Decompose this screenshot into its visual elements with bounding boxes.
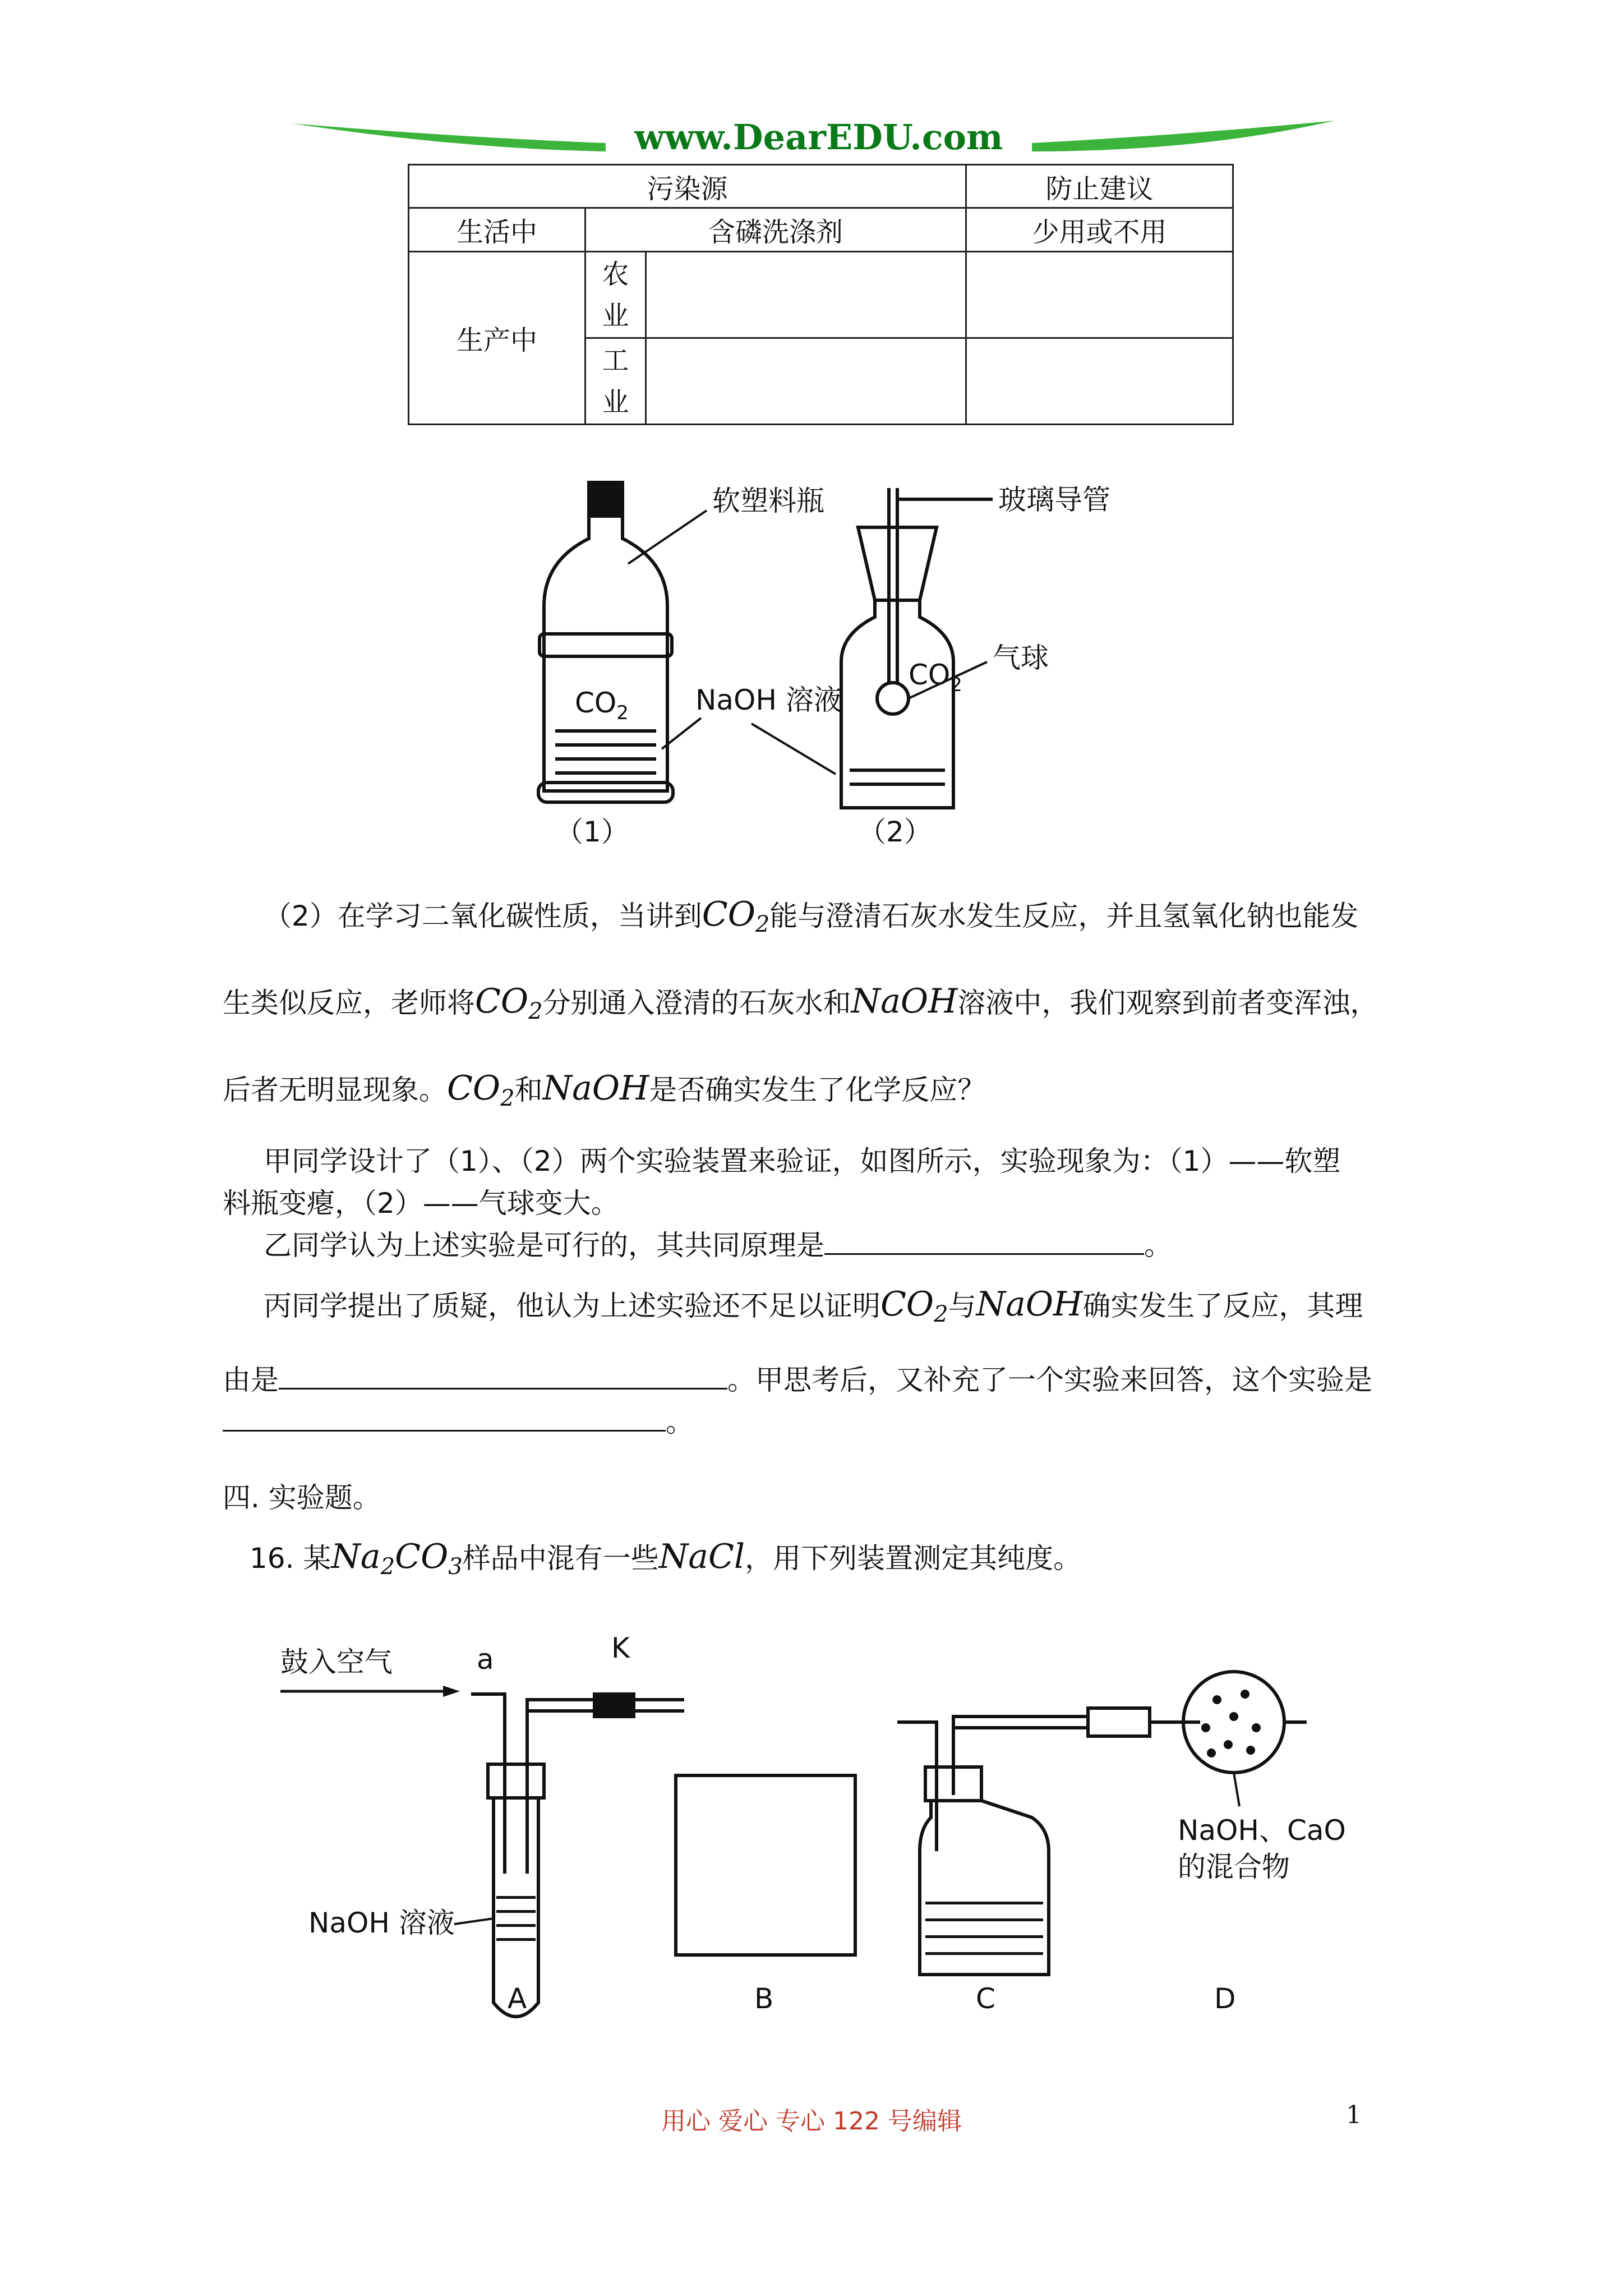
- cell-agriculture: 农 业: [585, 252, 646, 338]
- naoh-pointer-a: [454, 1918, 494, 1924]
- glass-tube-label: 玻璃导管: [998, 484, 1110, 516]
- flask-with-balloon: [841, 488, 993, 808]
- mixture-d: [1201, 1690, 1261, 1757]
- liquid-c: [925, 1902, 1043, 1955]
- caption-fig-2: （2）: [858, 816, 932, 848]
- cell-industry-source: [646, 338, 966, 425]
- cell-industry-advice: [966, 338, 1233, 425]
- row-life-source: 含磷洗涤剂: [585, 208, 966, 252]
- cell-agriculture-source: [646, 252, 966, 338]
- header-banner: [292, 112, 1335, 163]
- answer-blank-principle[interactable]: [824, 1225, 1144, 1255]
- caption-b: B: [754, 1982, 774, 2015]
- para-line-3: 后者无明显现象。$CO_2$和NaOH是否确实发生了化学反应？: [223, 1069, 986, 1111]
- label-a: a: [477, 1643, 494, 1676]
- apparatus-a-tube: [471, 1694, 684, 2017]
- para-line-1: （2）在学习二氧化碳性质，当讲到$CO_2$能与澄清石灰水发生反应，并且氢氧化钠也能发: [264, 895, 1359, 937]
- naoh-solution-bottle: [555, 729, 656, 775]
- page-footer: 用心 爱心 专心 122 号编辑: [661, 2107, 962, 2136]
- bottle-pointer: [628, 510, 707, 564]
- para-line-9: 。: [223, 1400, 1412, 1444]
- para-line-8: 由是 。甲思考后，又补充了一个实验来回答，这个实验是: [223, 1358, 1412, 1402]
- caption-c: C: [976, 1982, 995, 2015]
- naoh-solution-label: NaOH 溶液: [695, 684, 842, 716]
- cell-agriculture-advice: [966, 252, 1233, 338]
- apparatus-b-box: [676, 1775, 855, 1955]
- naoh-solution-flask: [850, 769, 945, 786]
- row-life-label: 生活中: [409, 208, 585, 252]
- soft-plastic-bottle: [538, 482, 673, 802]
- mixture-label-2: 的混合物: [1178, 1851, 1290, 1883]
- cell-industry: 工 业: [585, 338, 646, 425]
- co2-label-bottle: $CO_2$: [575, 687, 629, 724]
- caption-a: A: [508, 1982, 527, 2015]
- co2-naoh-apparatus-figure: [516, 477, 1133, 858]
- purity-apparatus-figure: [280, 1627, 1458, 2031]
- answer-blank-reason[interactable]: [279, 1360, 727, 1389]
- naoh-label-a: NaOH 溶液: [308, 1907, 455, 1939]
- para-line-2: 生类似反应，老师将$CO_2$分别通入澄清的石灰水和NaOH溶液中，我们观察到前者变浑浊，: [223, 982, 1378, 1024]
- mixture-label-1: NaOH、CaO: [1178, 1814, 1346, 1847]
- caption-fig-1: （1）: [555, 816, 629, 848]
- co2-label-flask: $CO_2$: [909, 659, 962, 696]
- para-line-5: 料瓶变瘪，（2）——气球变大。: [223, 1187, 619, 1220]
- air-arrow-head: [443, 1686, 460, 1697]
- para-line-6: 乙同学认为上述实验是可行的，其共同原理是 。: [264, 1223, 1453, 1268]
- question-16: 16. 某$Na_2CO_3$样品中混有一些NaCl，用下列装置测定其纯度。: [250, 1537, 1082, 1580]
- header-advice: 防止建议: [966, 165, 1233, 208]
- mixture-pointer: [1234, 1773, 1239, 1806]
- naoh-solution-a: [496, 1896, 536, 1941]
- header-source: 污染源: [409, 165, 966, 208]
- apparatus-d-drying-bulb: [1088, 1672, 1307, 1773]
- para-line-4: 甲同学设计了（1）、（2）两个实验装置来验证，如图所示，实验现象为：（1）——软塑: [264, 1145, 1341, 1177]
- pollution-table: [408, 164, 1234, 425]
- section-4-heading: 四. 实验题。: [223, 1481, 381, 1514]
- caption-d: D: [1214, 1982, 1236, 2015]
- para-line-7: 丙同学提出了质疑，他认为上述实验还不足以证明$CO_2$与NaOH确实发生了反应，其理: [264, 1285, 1363, 1327]
- balloon-label: 气球: [993, 642, 1049, 674]
- answer-blank-experiment[interactable]: [223, 1402, 666, 1432]
- soft-bottle-label: 软塑料瓶: [712, 485, 824, 517]
- naoh-pointer-2: [751, 724, 836, 774]
- row-life-advice: 少用或不用: [966, 208, 1233, 252]
- page-number: 1: [1346, 2101, 1362, 2129]
- label-k: K: [611, 1632, 630, 1664]
- air-in-label: 鼓入空气: [280, 1646, 393, 1678]
- row-production-label: 生产中: [409, 252, 585, 425]
- site-logo-text: www.DearEDU.com: [634, 117, 1003, 158]
